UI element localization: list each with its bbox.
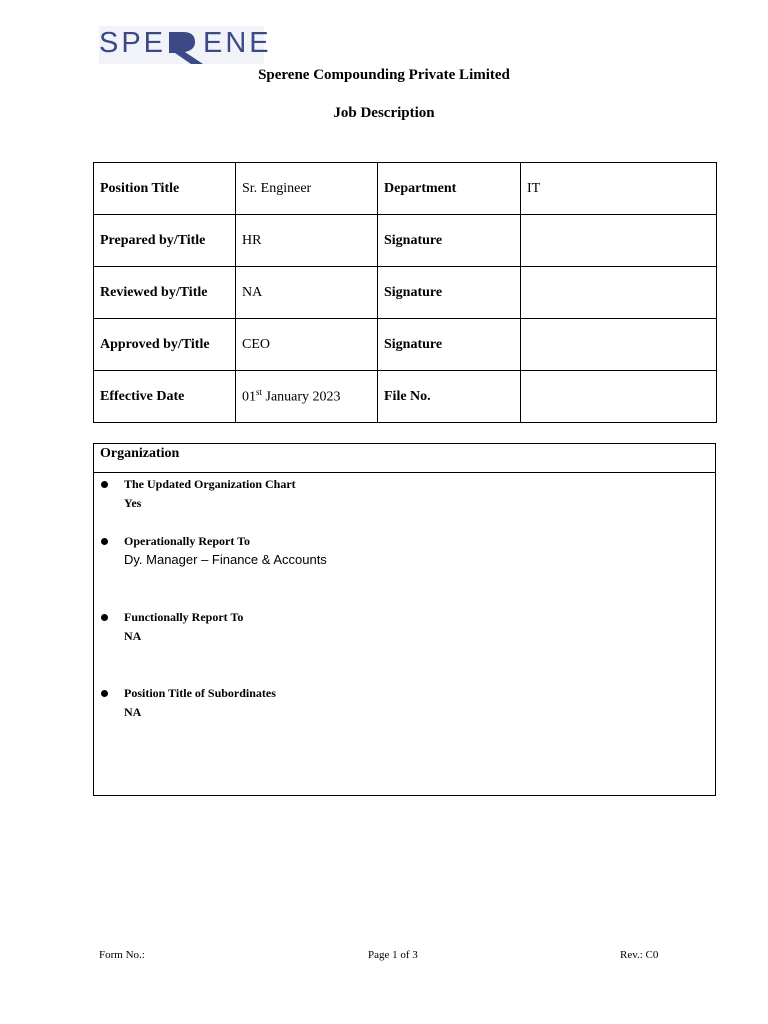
table-row [94,319,717,371]
logo-left-text: SPE [99,27,167,59]
prepared-signature-value [521,215,717,267]
functional-report-value: NA [124,629,142,643]
footer-revision: Rev.: C0 [620,949,659,961]
prepared-by-label: Prepared by/Title [94,215,236,267]
logo-mark-icon [169,32,203,64]
approved-by-value: CEO [236,319,378,371]
reviewed-by-label: Reviewed by/Title [94,267,236,319]
footer-form-no: Form No.: [99,949,145,961]
file-no-label: File No. [378,371,521,423]
subordinates-value: NA [124,705,142,719]
table-row [94,215,717,267]
table-row [94,371,717,423]
document-title: Job Description [333,105,435,121]
bullet-icon [101,481,108,488]
prepared-signature-label: Signature [378,215,521,267]
table-row [94,267,717,319]
bullet-icon [101,690,108,697]
footer-page-number: Page 1 of 3 [368,949,418,961]
job-info-table [93,162,717,423]
organization-heading: Organization [94,444,715,473]
organization-section [93,443,716,796]
approved-by-label: Approved by/Title [94,319,236,371]
department-value: IT [521,163,717,215]
effective-date-rest: January 2023 [262,389,341,405]
prepared-by-value: HR [236,215,378,267]
bullet-icon [101,538,108,545]
department-label: Department [378,163,521,215]
company-logo [99,26,272,64]
effective-date-day: 01 [242,389,256,405]
org-chart-title: The Updated Organization Chart [124,477,296,491]
org-chart-value: Yes [124,496,142,510]
reviewed-signature-label: Signature [378,267,521,319]
effective-date-label: Effective Date [94,371,236,423]
table-row [94,163,717,215]
effective-date-value [236,371,378,423]
position-title-value: Sr. Engineer [236,163,378,215]
file-no-value [521,371,717,423]
reviewed-signature-value [521,267,717,319]
functional-report-title: Functionally Report To [124,610,244,624]
subordinates-title: Position Title of Subordinates [124,686,276,700]
position-title-label: Position Title [94,163,236,215]
reviewed-by-value: NA [236,267,378,319]
effective-date-suffix: st [256,387,263,398]
operational-report-value: Dy. Manager – Finance & Accounts [124,552,327,567]
logo-right-text: ENE [203,27,272,59]
bullet-icon [101,614,108,621]
operational-report-title: Operationally Report To [124,534,251,548]
company-name: Sperene Compounding Private Limited [258,67,510,83]
approved-signature-label: Signature [378,319,521,371]
approved-signature-value [521,319,717,371]
